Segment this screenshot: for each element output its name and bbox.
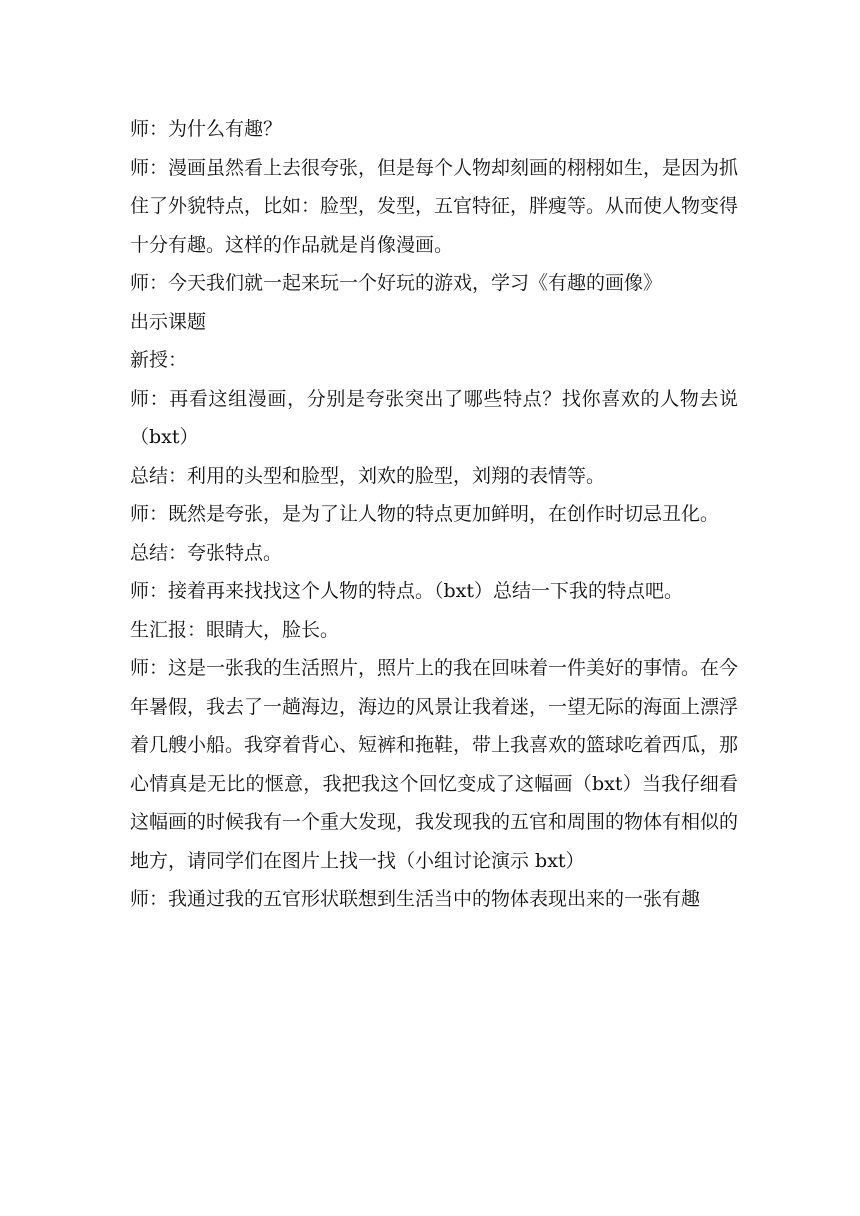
paragraph: 新授：: [130, 349, 188, 371]
paragraph: 师：为什么有趣？: [130, 118, 283, 140]
paragraph: 师：再看这组漫画，分别是夸张突出了哪些特点？找你喜欢的人物去说（bxt）: [130, 387, 738, 448]
paragraph: 总结：夸张特点。: [130, 541, 283, 564]
paragraph: 师：这是一张我的生活照片，照片上的我在回味着一件美好的事情。在今年暑假，我去了一趟海边，海边的风景让我着迷，一望无际的海面上漂浮着几艘小船。我穿着背心、短裤和拖鞋，带上我喜欢的篮球吃着西瓜，那心情真是无比的惬意，我把我这个回忆变成了这幅画（bxt）当我仔细看这幅画的时候我有一个重大发现，我发现我的五官和周围的物体有相似的地方，请同学们在图片上找一找（小组讨论演示 bxt）: [130, 657, 739, 872]
paragraph: 师：接着再来找找这个人物的特点。（bxt）总结一下我的特点吧。: [130, 580, 684, 602]
paragraph: 师：今天我们就一起来玩一个好玩的游戏，学习《有趣的画像》: [130, 272, 663, 294]
paragraph: 师：漫画虽然看上去很夸张，但是每个人物却刻画的栩栩如生，是因为抓住了外貌特点，比如：脸型，发型，五官特征，胖瘦等。从而使人物变得十分有趣。这样的作品就是肖像漫画。: [130, 156, 739, 256]
paragraph: 生汇报：眼睛大，脸长。: [130, 618, 340, 641]
paragraph: 师：既然是夸张，是为了让人物的特点更加鲜明，在创作时切忌丑化。: [130, 503, 720, 525]
paragraph: 总结：利用的头型和脸型，刘欢的脸型，刘翔的表情等。: [130, 464, 606, 487]
document-body: [130, 110, 738, 919]
paragraph: 师：我通过我的五官形状联想到生活当中的物体表现出来的一张有趣: [130, 888, 701, 910]
paragraph: 出示课题: [130, 310, 207, 333]
